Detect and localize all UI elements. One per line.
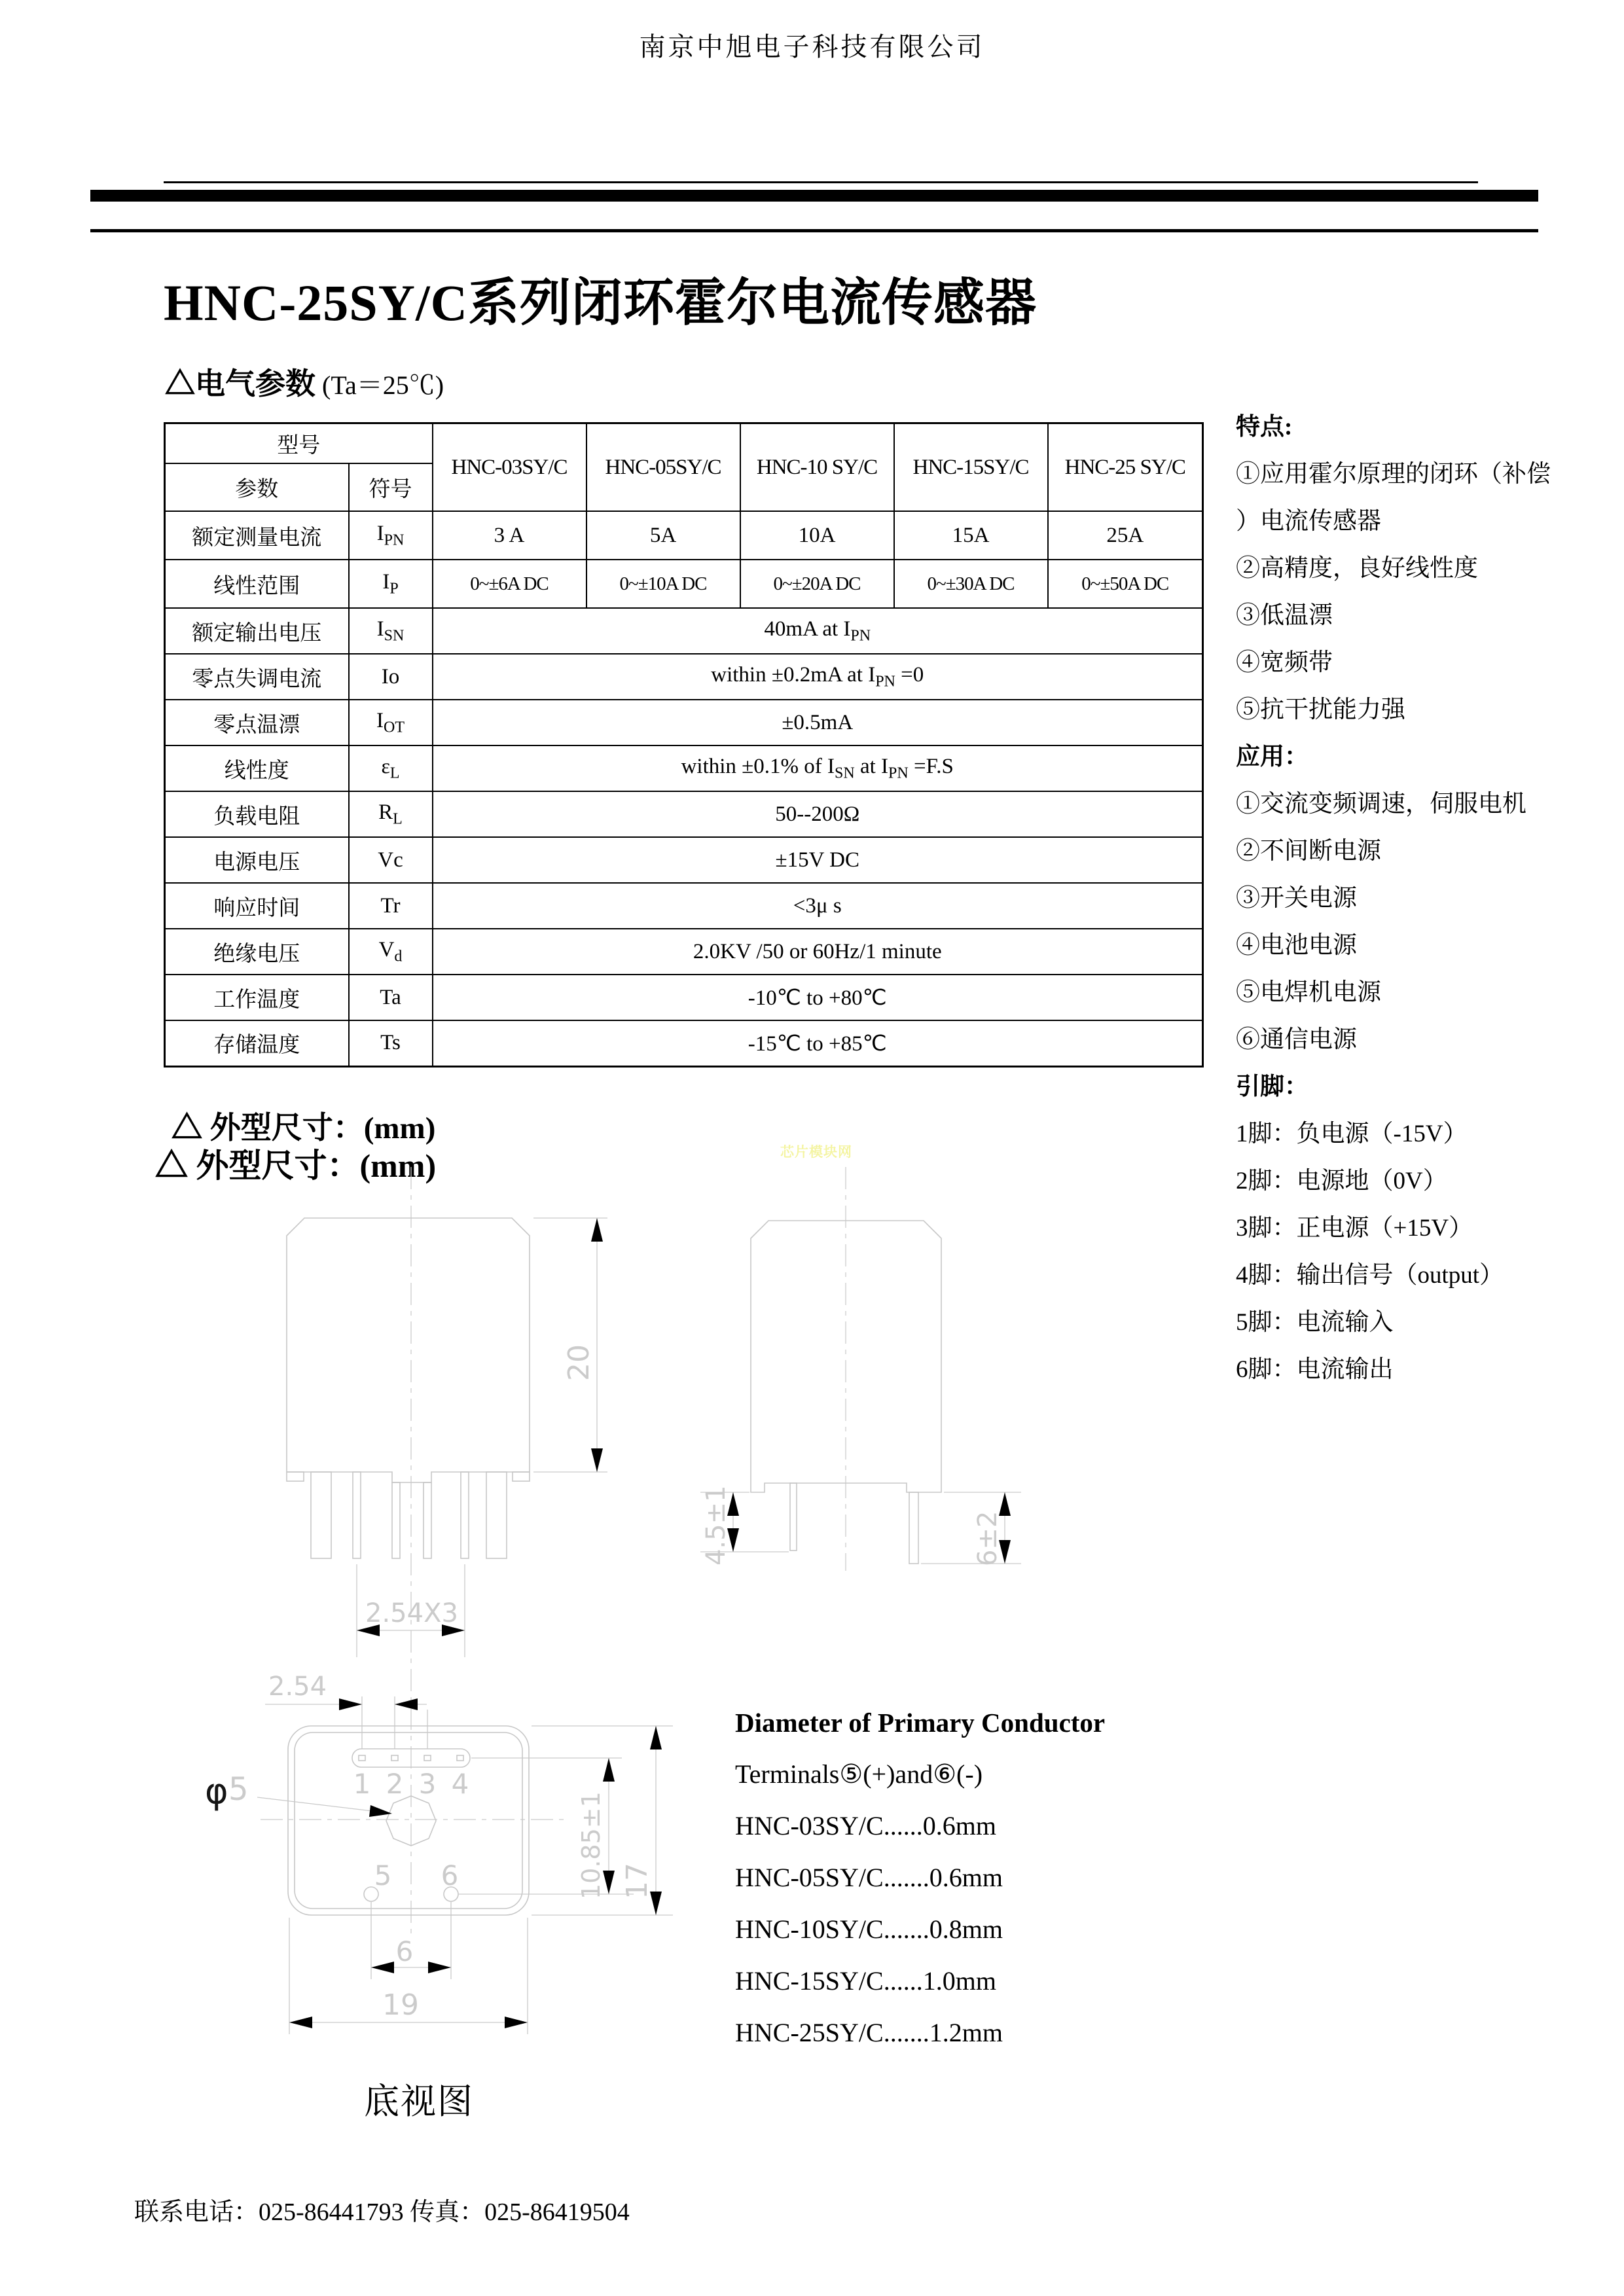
param-value: 0~±50A DC: [1048, 560, 1203, 608]
param-value: 0~±30A DC: [894, 560, 1048, 608]
application-item: ⑥通信电源: [1236, 1026, 1357, 1053]
dim-text-254x3: 2.54X3: [365, 1598, 458, 1628]
dim-height-20: [533, 1218, 607, 1472]
header-rule-bottom: [90, 229, 1538, 232]
param-symbol: Ta: [349, 975, 433, 1020]
sidebar: [1236, 401, 1624, 1390]
dim-text-20: 20: [562, 1344, 596, 1381]
dim-text-17: 17: [621, 1863, 654, 1899]
pin-definition-item: 6脚：电流输出: [1236, 1356, 1394, 1383]
conductor-item: HNC-05SY/C.......0.6mm: [735, 1863, 1003, 1892]
features-list: [1236, 448, 1624, 730]
param-symbol: $V_d$: [349, 929, 433, 975]
subscript: PN: [888, 764, 909, 782]
param-label: 线性度: [165, 745, 349, 791]
corner-cell-model: 型号: [165, 423, 433, 464]
param-symbol: Vc: [349, 837, 433, 883]
param-symbol: $I_{SN}$: [349, 608, 433, 654]
param-value-merged: within ±0.1% of $I_{SN}$ at $I_{PN} =F.S$: [433, 745, 1203, 791]
table-row: [165, 883, 1203, 929]
subscript: PN: [850, 627, 871, 645]
subscript: SN: [384, 627, 405, 645]
param-value: 0~±20A DC: [740, 560, 894, 608]
application-item: ⑤电焊机电源: [1236, 979, 1381, 1006]
param-value-merged: 50--200Ω: [433, 791, 1203, 837]
param-value-merged: -15℃ to +85℃: [433, 1020, 1203, 1066]
feature-item: ③低温漂: [1236, 602, 1333, 629]
param-value-merged: 40mA at $I_{PN}$: [433, 608, 1203, 654]
param-value: 0~±10A DC: [586, 560, 740, 608]
param-label: 电源电压: [165, 837, 349, 883]
application-item: ②不间断电源: [1236, 838, 1381, 865]
table-row: [165, 700, 1203, 745]
param-label: 额定输出电压: [165, 608, 349, 654]
dim-standoff-45: [700, 1485, 789, 1566]
bottom-view: [205, 1672, 673, 2034]
param-symbol: Ts: [349, 1020, 433, 1066]
model-header: HNC-03SY/C: [433, 423, 586, 512]
applications-list: [1236, 778, 1624, 1060]
param-value-merged: ±15V DC: [433, 837, 1203, 883]
param-value: 0~±6A DC: [433, 560, 586, 608]
dim-text-62: 6±2: [973, 1511, 1003, 1566]
bottom-view-caption: 底视图: [364, 2082, 474, 2121]
feature-item: ④宽频带: [1236, 649, 1333, 676]
conductor-item: HNC-15SY/C......1.0mm: [735, 1966, 996, 1996]
table-row: [165, 511, 1203, 560]
dim-text-45: 4.5±1: [701, 1485, 731, 1566]
subscript: L: [393, 810, 403, 828]
conductor-terminals: Terminals⑤(+)and⑥(-): [735, 1759, 983, 1789]
conductor-item: HNC-03SY/C......0.6mm: [735, 1811, 996, 1840]
pins-title: 引脚：: [1236, 1073, 1308, 1100]
param-label: 工作温度: [165, 975, 349, 1020]
outline-heading-2: △ 外型尺寸：(mm): [155, 1147, 437, 1184]
param-label: 线性范围: [165, 560, 349, 608]
header-rule-thick: [90, 190, 1538, 202]
section-heading-electrical: [165, 360, 444, 403]
pin-number-2: 2: [386, 1768, 404, 1800]
table-row: [165, 654, 1203, 700]
param-symbol: $I_P$: [349, 560, 433, 608]
param-value-merged: -10℃ to +80℃: [433, 975, 1203, 1020]
param-symbol: Io: [349, 654, 433, 700]
param-value: 5A: [586, 511, 740, 560]
feature-item: ⑤抗干扰能力强: [1236, 696, 1405, 723]
table-row: [165, 929, 1203, 975]
subscript: OT: [384, 719, 405, 736]
param-value-merged: 2.0KV /50 or 60Hz/1 minute: [433, 929, 1203, 975]
model-header: HNC-15SY/C: [894, 423, 1048, 512]
pin-definition-item: 1脚：负电源（-15V）: [1236, 1121, 1468, 1147]
watermark-text: 芯片模块网: [780, 1144, 852, 1160]
param-label: 零点失调电流: [165, 654, 349, 700]
outline-heading-1: △ 外型尺寸：(mm): [171, 1111, 436, 1145]
feature-item: ）电流传感器: [1236, 508, 1381, 535]
param-value-merged: within ±0.2mA at $I_{PN} =0$: [433, 654, 1203, 700]
pin-number-1: 1: [353, 1768, 371, 1800]
conductor-list: [735, 1800, 1141, 2058]
table-row: [165, 1020, 1203, 1066]
dim-text-19: 19: [382, 1988, 419, 2022]
table-row: [165, 791, 1203, 837]
application-item: ③开关电源: [1236, 885, 1357, 912]
pin-number-3: 3: [418, 1768, 437, 1800]
table-row: [165, 560, 1203, 608]
pin-definition-item: 2脚：电源地（0V）: [1236, 1168, 1447, 1194]
param-value-merged: <3μ s: [433, 883, 1203, 929]
subscript: P: [389, 580, 399, 598]
param-symbol: Tr: [349, 883, 433, 929]
param-value: 3 A: [433, 511, 586, 560]
param-label: 绝缘电压: [165, 929, 349, 975]
pin-definition-item: 5脚：电流输入: [1236, 1309, 1394, 1336]
phi-value: 5: [228, 1771, 249, 1808]
phi-symbol: φ: [205, 1770, 228, 1812]
application-item: ④电池电源: [1236, 932, 1357, 959]
param-value: 25A: [1048, 511, 1203, 560]
feature-item: ①应用霍尔原理的闭环（补偿: [1236, 461, 1551, 488]
pin-number-5: 5: [374, 1859, 392, 1892]
electrical-params-label: △电气参数: [165, 367, 316, 401]
table-header-row-model: [165, 423, 1203, 464]
param-label: 零点温漂: [165, 700, 349, 745]
temperature-condition: (Ta＝25℃): [322, 370, 444, 400]
param-symbol: $R_L$: [349, 791, 433, 837]
conductor-item: HNC-25SY/C.......1.2mm: [735, 2018, 1003, 2047]
param-value: 10A: [740, 511, 894, 560]
side-view: [700, 1144, 1021, 1571]
param-value: 15A: [894, 511, 1048, 560]
model-header: HNC-25 SY/C: [1048, 423, 1203, 512]
header-rule-thin: [164, 181, 1478, 183]
param-header: 参数: [165, 463, 349, 511]
pin-number-6: 6: [441, 1859, 459, 1892]
param-value-merged: ±0.5mA: [433, 700, 1203, 745]
dim-text-6: 6: [395, 1935, 414, 1967]
dim-pin-length-62: [921, 1492, 1021, 1566]
pin-definition-item: 4脚：输出信号（output）: [1236, 1262, 1504, 1289]
subscript: PN: [384, 531, 405, 549]
table-row: [165, 745, 1203, 791]
param-symbol: $\varepsilon_L$: [349, 745, 433, 791]
page-title: HNC-25SY/C系列闭环霍尔电流传感器: [164, 274, 1038, 331]
pin-definition-item: 3脚：正电源（+15V）: [1236, 1215, 1473, 1242]
subscript: PN: [875, 673, 895, 691]
footer-contact: 联系电话：025-86441793 传真：025-86419504: [134, 2198, 630, 2226]
dim-text-254: 2.54: [268, 1672, 327, 1702]
table-row: [165, 975, 1203, 1020]
subscript: d: [394, 948, 403, 965]
symbol-header: 符号: [349, 463, 433, 511]
param-symbol: $I_{PN}$: [349, 511, 433, 560]
table-row: [165, 837, 1203, 883]
subscript: L: [389, 764, 400, 782]
dim-inner-1085: [458, 1758, 634, 1899]
param-label: 额定测量电流: [165, 511, 349, 560]
conductor-block: [735, 1696, 1141, 2058]
pins-list: [1236, 1107, 1624, 1390]
model-header: HNC-10 SY/C: [740, 423, 894, 512]
dim-text-1085: 10.85±1: [577, 1791, 605, 1899]
model-header: HNC-05SY/C: [586, 423, 740, 512]
dim-pad-pitch-254: [265, 1672, 427, 1710]
feature-item: ②高精度，良好线性度: [1236, 555, 1478, 582]
param-symbol: $I_{OT}$: [349, 700, 433, 745]
spec-table: [164, 422, 1204, 1067]
application-item: ①交流变频调速，伺服电机: [1236, 791, 1526, 817]
company-name: 南京中旭电子科技有限公司: [639, 32, 985, 62]
front-view: [287, 1218, 607, 1657]
conductor-item: HNC-10SY/C.......0.8mm: [735, 1914, 1003, 1944]
conductor-title: Diameter of Primary Conductor: [735, 1707, 1106, 1738]
subscript: SN: [835, 764, 855, 782]
pin-number-4: 4: [451, 1768, 469, 1800]
param-label: 负载电阻: [165, 791, 349, 837]
param-label: 存储温度: [165, 1020, 349, 1066]
param-label: 响应时间: [165, 883, 349, 929]
features-title: 特点:: [1236, 414, 1293, 440]
table-row: [165, 608, 1203, 654]
applications-title: 应用：: [1236, 744, 1308, 770]
